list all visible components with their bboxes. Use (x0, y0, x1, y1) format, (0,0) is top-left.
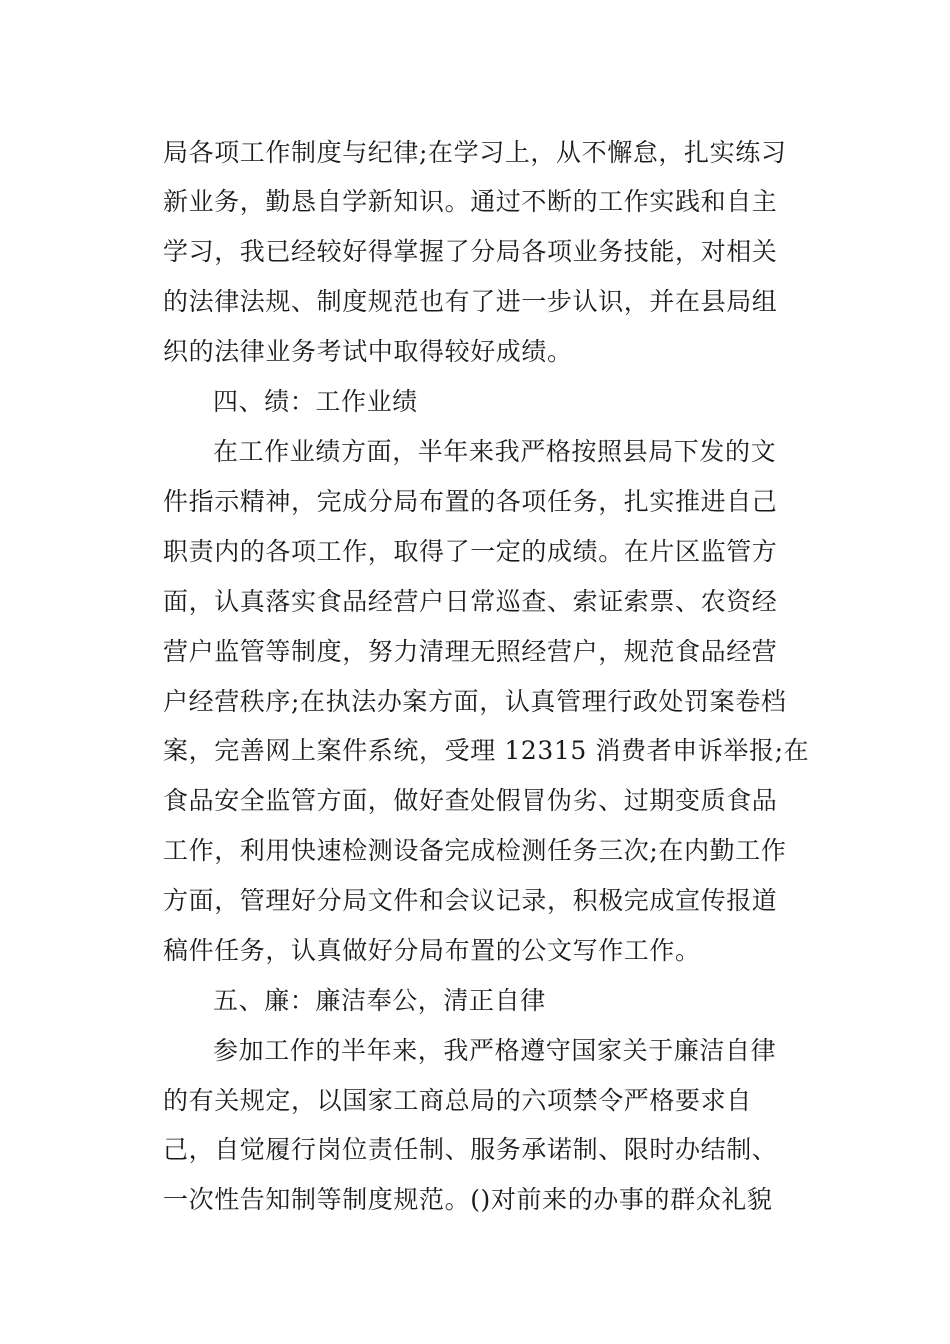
paragraph-line: 工作，利用快速检测设备完成检测任务三次;在内勤工作 (163, 836, 787, 865)
paragraph-line: 己，自觉履行岗位责任制、服务承诺制、限时办结制、 (163, 1135, 778, 1164)
paragraph-line: 营户监管等制度，努力清理无照经营户，规范食品经营 (163, 637, 778, 666)
paragraph-line: 案，完善网上案件系统，受理 12315 消费者申诉举报;在 (163, 736, 810, 765)
section-heading-4: 四、绩：工作业绩 (213, 387, 418, 416)
paragraph-line: 的法律法规、制度规范也有了进一步认识，并在县局组 (163, 287, 778, 316)
paragraph-line: 织的法律业务考试中取得较好成绩。 (163, 337, 573, 366)
paragraph-line: 学习，我已经较好得掌握了分局各项业务技能，对相关 (163, 237, 778, 266)
paragraph-line: 面，认真落实食品经营户日常巡查、索证索票、农资经 (163, 587, 778, 616)
paragraph-line: 在工作业绩方面，半年来我严格按照县局下发的文 (213, 437, 777, 466)
paragraph-line: 一次性告知制等制度规范。()对前来的办事的群众礼貌 (163, 1185, 773, 1214)
paragraph-line: 职责内的各项工作，取得了一定的成绩。在片区监管方 (163, 537, 778, 566)
paragraph-line: 户经营秩序;在执法办案方面，认真管理行政处罚案卷档 (163, 687, 787, 716)
paragraph-line: 局各项工作制度与纪律;在学习上，从不懈怠，扎实练习 (163, 138, 787, 167)
paragraph-line: 食品安全监管方面，做好查处假冒伪劣、过期变质食品 (163, 786, 778, 815)
paragraph-line: 稿件任务，认真做好分局布置的公文写作工作。 (163, 936, 701, 965)
paragraph-line: 新业务，勤恳自学新知识。通过不断的工作实践和自主 (163, 187, 778, 216)
paragraph-line: 件指示精神，完成分局布置的各项任务，扎实推进自己 (163, 487, 778, 516)
paragraph-line: 参加工作的半年来，我严格遵守国家关于廉洁自律 (213, 1036, 777, 1065)
section-heading-5: 五、廉：廉洁奉公，清正自律 (213, 986, 546, 1015)
paragraph-line: 方面，管理好分局文件和会议记录，积极完成宣传报道 (163, 886, 778, 915)
paragraph-line: 的有关规定，以国家工商总局的六项禁令严格要求自 (163, 1086, 752, 1115)
